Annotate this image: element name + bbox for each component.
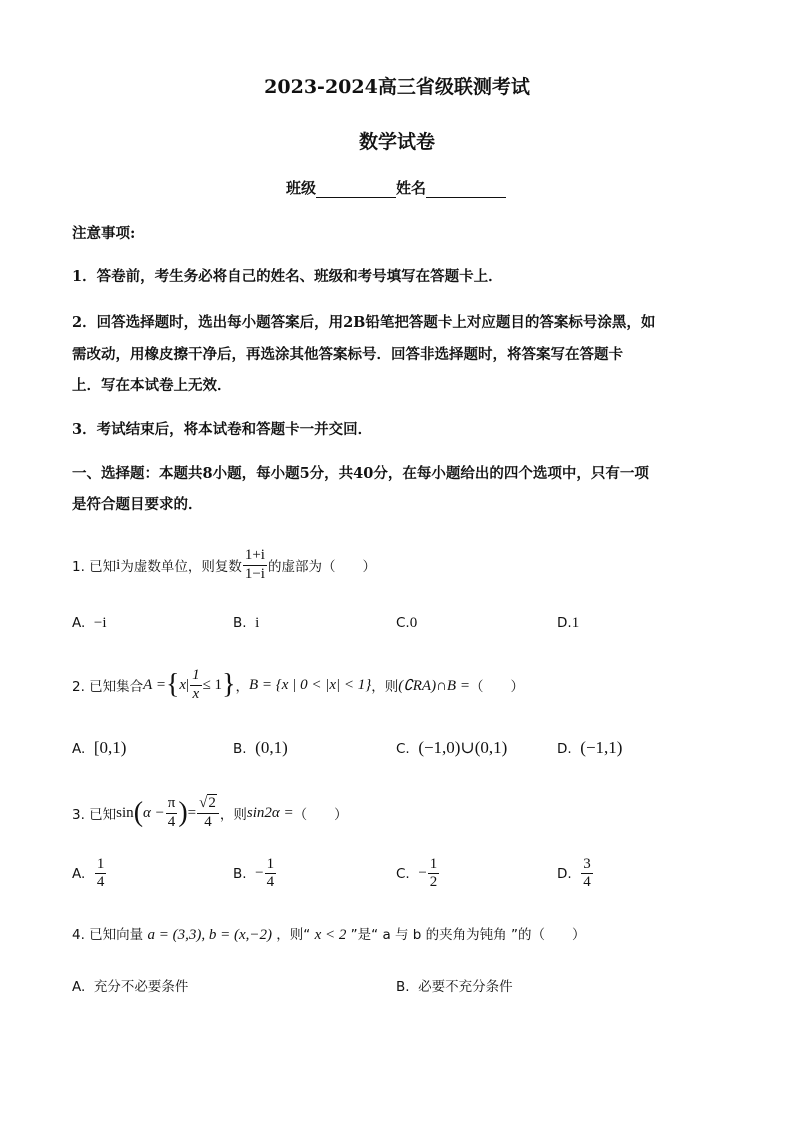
q2-option-b[interactable]: B. (0,1) [233,738,288,757]
q2-set-a-var: x [179,676,187,693]
q1-numerator: 1+i [243,547,267,565]
name-blank[interactable] [426,183,506,198]
q4-prefix: 4. 已知向量 [72,927,144,943]
q2-set-a: A = [143,676,166,693]
q2-brace-close: } [222,669,236,700]
question-1 [72,543,376,587]
q3-equals: = [187,804,197,821]
q3-option-c[interactable]: C. − $\frac{1}{2}$ [396,856,438,891]
q2-option-a[interactable]: A. [0,1) [72,738,127,757]
q1-option-b[interactable]: B. i [233,615,260,631]
section1-line2: 是符合题目要求的． [72,496,203,513]
q4-condition: x < 2 [314,927,347,943]
q1-option-d[interactable]: D.1 [557,615,580,631]
class-blank[interactable] [316,183,396,198]
q3-option-b[interactable]: B. − $\frac{1}{4}$ [233,856,275,891]
class-label: 班级 [286,179,317,197]
q1-var-i: i [116,556,121,573]
notice-item-2-line2: 需改动，用橡皮擦干净后，再选涂其他答案标号．回答非选择题时，将答案写在答题卡 [72,346,623,363]
q2-expression: (∁RA)∩B = [398,677,470,694]
q1-fraction [243,547,267,583]
q2-option-d[interactable]: D. (−1,1) [557,738,623,757]
q3-ask: sin2α = [246,804,294,821]
q1-mid: 为虚数单位，则复数 [120,559,242,575]
notice-item-2-line3: 上．写在本试卷上无效． [72,377,232,394]
question-4: 4. 已知向量 a = (3,3), b = (x,−2) ，则“ x < 2 ”是“ a 与 b 的夹角为钝角 ”的（ ） [72,927,586,943]
q2-set-a-fraction: $\frac{1}{x}$ [192,667,200,702]
name-label: 姓名 [396,179,427,197]
q3-paren-open: ( [133,797,144,828]
q1-denominator: 1−i [244,565,265,582]
q3-alpha: α − [143,804,165,821]
q2-set-a-relation: ≤ 1 [202,676,223,693]
q3-pi-fraction: $\frac{\pi}{4}$ [167,795,176,830]
q1-suffix: 的虚部为（ ） [267,559,376,575]
q3-paren-close: ) [178,797,188,828]
q2-brace-open: { [165,669,180,700]
q3-option-a[interactable]: A. $\frac{1}{4}$ [72,856,105,891]
q4-option-b[interactable]: B. 必要不充分条件 [396,979,513,995]
notice-item-1: 1．答卷前，考生务必将自己的姓名、班级和考号填写在答题卡上． [72,268,503,285]
q2-prefix: 2. 已知集合 [72,679,144,695]
q2-set-b: B = {x | 0 < |x| < 1} [249,676,372,693]
q3-rhs-fraction: $\frac{√2}{4}$ [197,795,219,831]
section1-line1: 一、选择题：本题共8小题，每小题5分，共40分，在每小题给出的四个选项中，只有一项 [72,465,649,482]
q3-prefix: 3. 已知 [72,807,117,823]
notice-item-2-line1: 2．回答选择题时，选出每小题答案后，用2B铅笔把答题卡上对应题目的答案标号涂黑，如 [72,314,656,331]
notice-heading: 注意事项: [72,225,136,242]
q4-vectors: a = (3,3), b = (x,−2) [147,927,272,943]
q3-sin: sin [116,804,134,821]
q2-option-c[interactable]: C. (−1,0)∪(0,1) [396,738,508,757]
q1-option-c[interactable]: C.0 [396,615,418,631]
student-info-line [286,177,506,198]
question-3: 3. 已知 sin ( α − $\frac{\pi}{4}$ ) = $\frac{√2}{4}$ ，则 sin2α = （ ） [72,795,348,830]
q4-option-a[interactable]: A. 充分不必要条件 [72,979,189,995]
subject-title: 数学试卷 [358,131,435,153]
q3-option-d[interactable]: D. $\frac{3}{4}$ [557,856,591,891]
q1-prefix: 1. 已知 [72,559,117,575]
question-2: 2. 已知集合 A = { x | $\frac{1}{x}$ ≤ 1 } ， B = {x | 0 < |x| < 1} ，则 (∁RA)∩B = （ ） [72,667,524,702]
notice-item-3: 3．考试结束后，将本试卷和答题卡一并交回． [72,421,373,438]
q1-option-a[interactable]: A. −i [72,615,107,631]
exam-title: 2023-2024高三省级联测考试 [264,76,530,98]
q4-condition-2: a 与 b 的夹角为钝角 [382,927,507,943]
